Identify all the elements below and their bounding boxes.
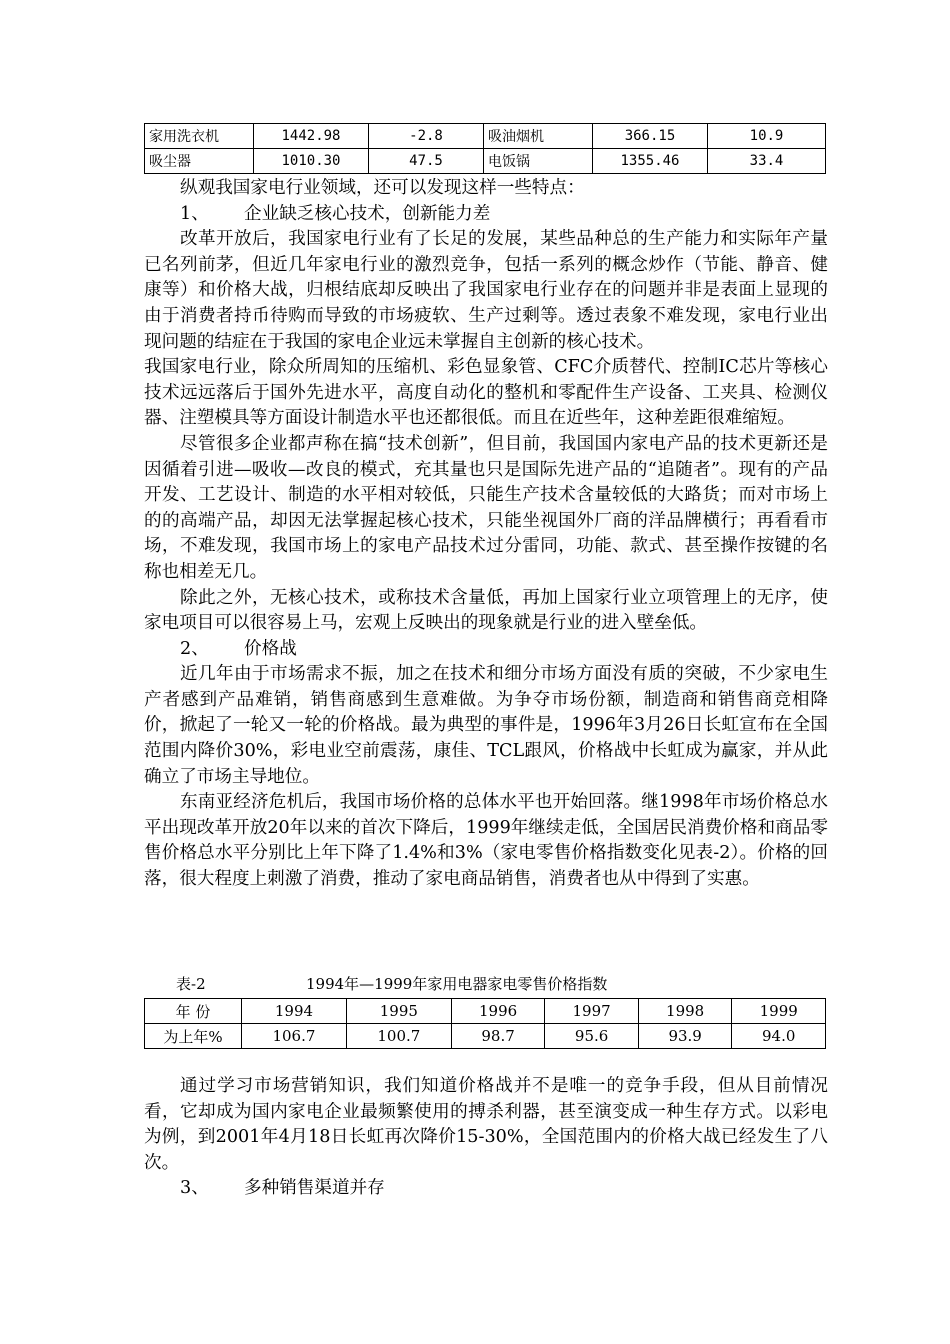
- table-row: [145, 1024, 826, 1049]
- table-cell: -2.8: [369, 124, 484, 149]
- table-label: 表-2: [176, 975, 206, 993]
- table-header-cell: 1994: [242, 999, 347, 1024]
- heading-text: 价格战: [244, 638, 297, 659]
- heading-3: [144, 1176, 828, 1202]
- table-header-cell: 年 份: [145, 999, 242, 1024]
- heading-1: [144, 202, 828, 228]
- table-header-cell: 1997: [545, 999, 639, 1024]
- table-header-cell: 1999: [732, 999, 826, 1024]
- table-cell: 电饭锅: [484, 149, 593, 174]
- paragraph: 近几年由于市场需求不振，加之在技术和细分市场方面没有质的突破，不少家电生产者感到产品难销，销售商感到生意难做。为争夺市场份额，制造商和销售商竞相降价，掀起了一轮又一轮的价格战。最为典型的事件是，1996年3月26日长虹宣布在全国范围内降价30%，彩电业空前震荡，康佳、TCL跟风，价格战中长虹成为赢家，并从此确立了市场主导地位。: [144, 664, 828, 787]
- table-header-cell: 1998: [638, 999, 732, 1024]
- table-cell: 33.4: [708, 149, 826, 174]
- heading-number: 1、: [180, 203, 209, 224]
- table-cell: 1355.46: [593, 149, 708, 174]
- heading-text: 企业缺乏核心技术，创新能力差: [244, 203, 491, 224]
- table-row: [145, 149, 826, 174]
- table-row: [145, 999, 826, 1024]
- paragraph: 改革开放后，我国家电行业有了长足的发展，某些品种总的生产能力和实际年产量已名列前茅，但近几年家电行业的激烈竞争，包括一系列的概念炒作（节能、静音、健康等）和价格大战，归根结底却反映出了我国家电行业存在的问题并非是表面上显现的由于消费者持币待购而导致的市场疲软、生产过剩等。透过表象不难发现，家电行业出现问题的结症在于我国的家电企业远未掌握自主创新的核心技术。: [144, 229, 828, 352]
- heading-number: 3、: [180, 1178, 209, 1199]
- table-row: [145, 124, 826, 149]
- table2-caption: [176, 974, 608, 994]
- table-cell: 为上年%: [145, 1024, 242, 1049]
- table-cell: 1442.98: [254, 124, 369, 149]
- table-cell: 93.9: [638, 1024, 732, 1049]
- table-cell: 95.6: [545, 1024, 639, 1049]
- table-cell: 1010.30: [254, 149, 369, 174]
- appliance-output-table: [144, 123, 826, 174]
- paragraph: 通过学习市场营销知识，我们知道价格战并不是唯一的竞争手段，但从目前情况看，它却成为国内家电企业最频繁使用的搏杀利器，甚至演变成一种生存方式。以彩电为例，到2001年4月18日长虹再次降价15-30%，全国范围内的价格大战已经发生了八次。: [144, 1076, 828, 1173]
- table-cell: 10.9: [708, 124, 826, 149]
- paragraph: 东南亚经济危机后，我国市场价格的总体水平也开始回落。继1998年市场价格总水平出现改革开放20年以来的首次下降后，1999年继续走低，全国居民消费价格和商品零售价格总水平分别比上年下降了1.4%和3%（家电零售价格指数变化见表-2）。价格的回落，很大程度上刺激了消费，推动了家电商品销售，消费者也从中得到了实惠。: [144, 792, 828, 890]
- table-cell: 106.7: [242, 1024, 347, 1049]
- heading-number: 2、: [180, 638, 209, 659]
- paragraph: 纵观我国家电行业领域，还可以发现这样一些特点：: [180, 178, 585, 198]
- table-cell: 吸油烟机: [484, 124, 593, 149]
- table-cell: 47.5: [369, 149, 484, 174]
- heading-2: [144, 637, 828, 663]
- table-header-cell: 1996: [451, 999, 545, 1024]
- table-cell: 98.7: [451, 1024, 545, 1049]
- table-header-cell: 1995: [346, 999, 451, 1024]
- table-title: 1994年—1999年家用电器家电零售价格指数: [306, 975, 608, 993]
- paragraph: 除此之外，无核心技术，或称技术含量低，再加上国家行业立项管理上的无序，使家电项目可以很容易上马，宏观上反映出的现象就是行业的进入壁垒低。: [144, 587, 828, 634]
- paragraph: 我国家电行业，除众所周知的压缩机、彩色显象管、CFC介质替代、控制IC芯片等核心技术远远落后于国外先进水平，高度自动化的整机和零配件生产设备、工夹具、检测仪器、注塑模具等方面设计制造水平也还都很低。而且在近些年，这种差距很难缩短。: [144, 357, 828, 429]
- table-cell: 吸尘器: [145, 149, 254, 174]
- body-section-1: [144, 176, 828, 893]
- table-cell: 94.0: [732, 1024, 826, 1049]
- price-index-table: [144, 998, 826, 1049]
- table-cell: 家用洗衣机: [145, 124, 254, 149]
- paragraph: 尽管很多企业都声称在搞“技术创新”，但目前，我国国内家电产品的技术更新还是因循着引进—吸收—改良的模式，充其量也只是国际先进产品的“追随者”。现有的产品开发、工艺设计、制造的水平相对较低，只能生产技术含量较低的大路货；而对市场上的的高端产品，却因无法掌握起核心技术，只能坐视国外厂商的洋品牌横行；再看看市场，不难发现，我国市场上的家电产品技术过分雷同，功能、款式、甚至操作按键的名称也相差无几。: [144, 433, 828, 582]
- body-section-2: [144, 1074, 828, 1202]
- table-cell: 366.15: [593, 124, 708, 149]
- heading-text: 多种销售渠道并存: [244, 1178, 385, 1199]
- table-cell: 100.7: [346, 1024, 451, 1049]
